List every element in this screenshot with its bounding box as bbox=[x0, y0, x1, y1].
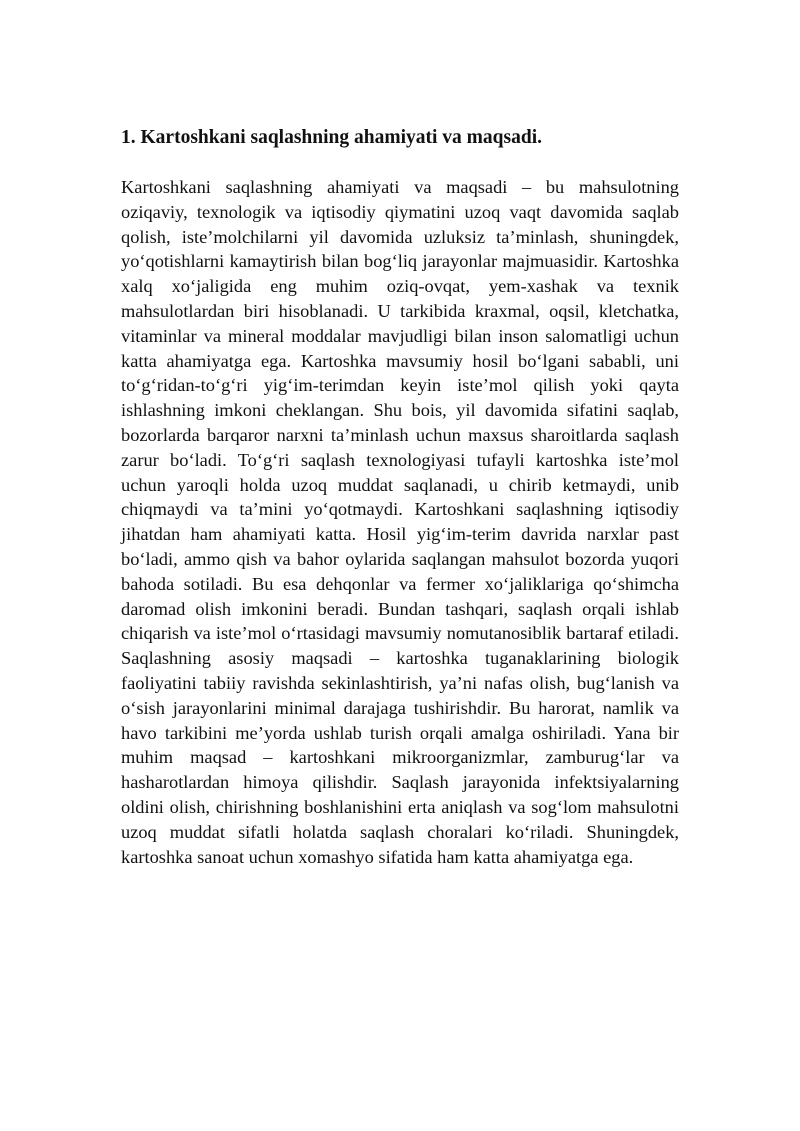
document-content bbox=[121, 126, 679, 869]
body-paragraph: Kartoshkani saqlashning ahamiyati va maqsadi – bu mahsulotning oziqaviy, texnologik va iqtisodiy qiymatini uzoq vaqt davomida saqlab qolish, iste’molchilarni yil davomida uzluksiz ta’minlash, shuningdek, yo‘qotishlarni kamaytirish bilan bog‘liq jarayonlar majmuasidir. Kartoshka xalq xo‘jaligida eng muhim oziq-ovqat, yem-xashak va texnik mahsulotlardan biri hisoblanadi. U tarkibida kraxmal, oqsil, kletchatka, vitaminlar va mineral moddalar mavjudligi bilan inson salomatligi uchun katta ahamiyatga ega. Kartoshka mavsumiy hosil bo‘lgani sababli, uni to‘g‘ridan-to‘g‘ri yig‘im-terimdan keyin iste’mol qilish yoki qayta ishlashning imkoni cheklangan. Shu bois, yil davomida sifatini saqlab, bozorlarda barqaror narxni ta’minlash uchun maxsus sharoitlarda saqlash zarur bo‘ladi. To‘g‘ri saqlash texnologiyasi tufayli kartoshka iste’mol uchun yaroqli holda uzoq muddat saqlanadi, u chirib ketmaydi, unib chiqmaydi va ta’mini yo‘qotmaydi. Kartoshkani saqlashning iqtisodiy jihatdan ham ahamiyati katta. Hosil yig‘im-terim davrida narxlar past bo‘ladi, ammo qish va bahor oylarida saqlangan mahsulot bozorda yuqori bahoda sotiladi. Bu esa dehqonlar va fermer xo‘jaliklariga qo‘shimcha daromad olish imkonini beradi. Bundan tashqari, saqlash orqali ishlab chiqarish va iste’mol o‘rtasidagi mavsumiy nomutanosiblik bartaraf etiladi. Saqlashning asosiy maqsadi – kartoshka tuganaklarining biologik faoliyatini tabiiy ravishda sekinlashtirish, ya’ni nafas olish, bug‘lanish va o‘sish jarayonlarini minimal darajaga tushirishdir. Bu harorat, namlik va havo tarkibini me’yorda ushlab turish orqali amalga oshiriladi. Yana bir muhim maqsad – kartoshkani mikroorganizmlar, zamburug‘lar va hasharotlardan himoya qilishdir. Saqlash jarayonida infektsiyalarning oldini olish, chirishning boshlanishini erta aniqlash va sog‘lom mahsulotni uzoq muddat sifatli holatda saqlash choralari ko‘riladi. Shuningdek, kartoshka sanoat uchun xomashyo sifatida ham katta ahamiyatga ega. bbox=[121, 177, 679, 867]
section-heading: 1. Kartoshkani saqlashning ahamiyati va maqsadi. bbox=[121, 127, 542, 148]
